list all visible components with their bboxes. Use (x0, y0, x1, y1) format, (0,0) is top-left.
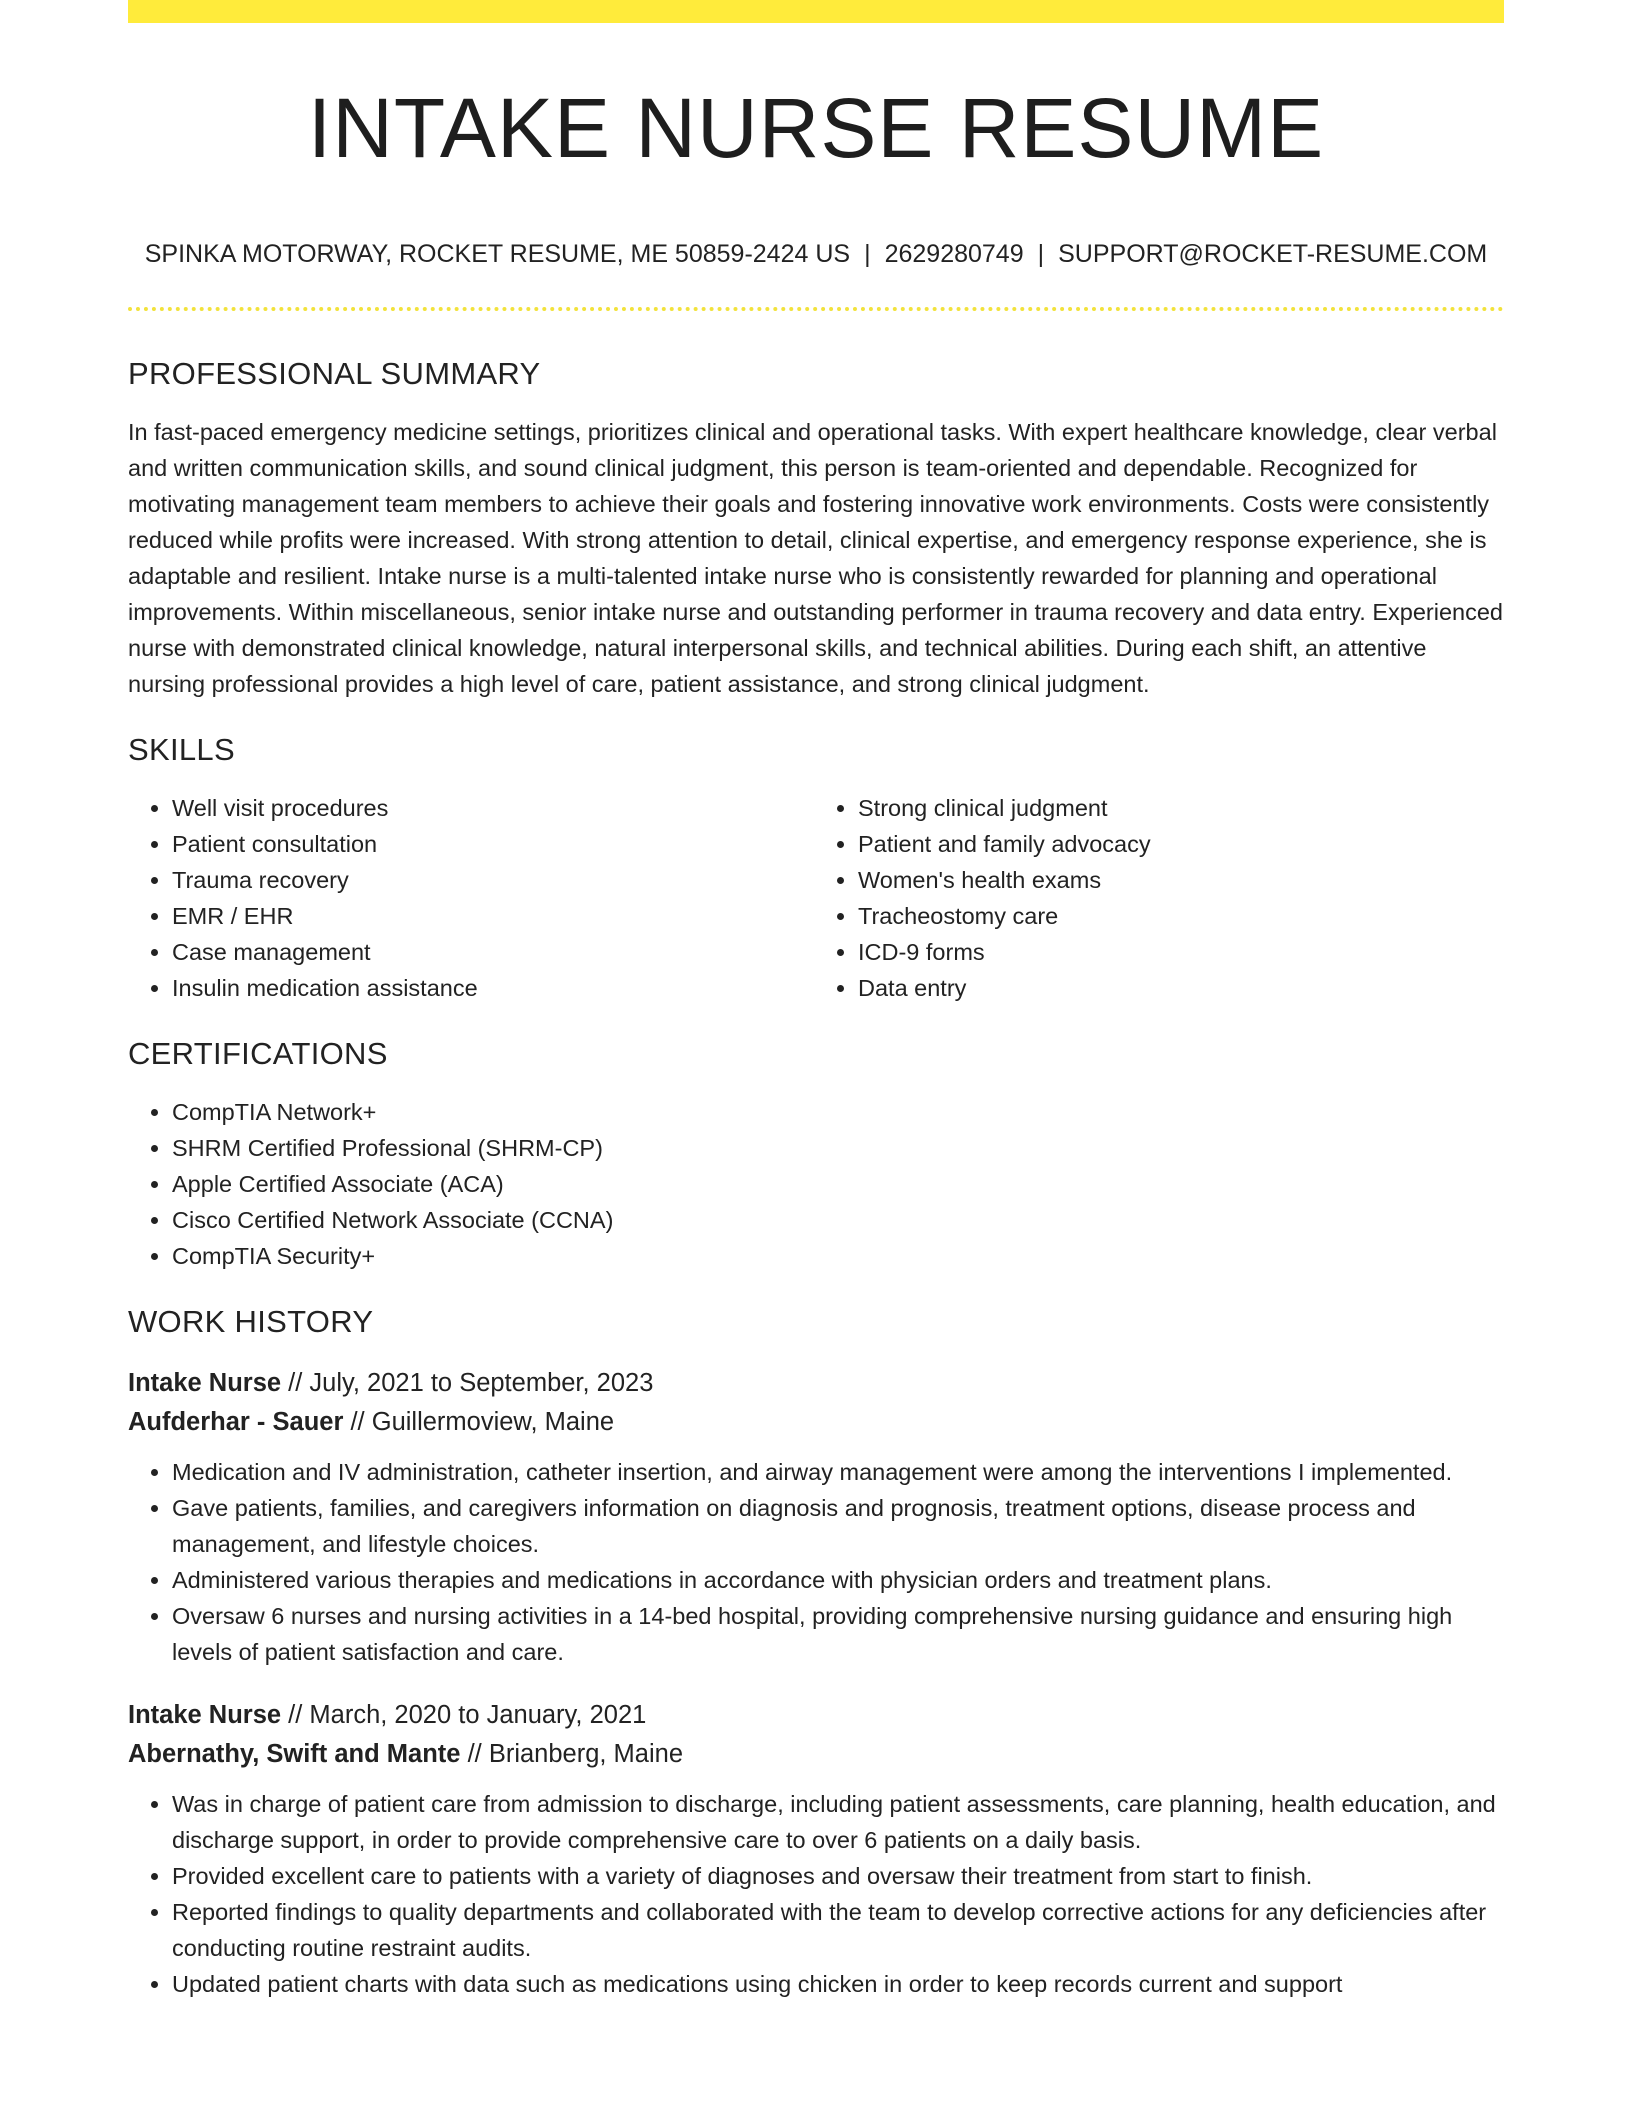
certification-item: • SHRM Certified Professional (SHRM-CP) (172, 1130, 1504, 1166)
job-title-line (128, 1696, 1504, 1735)
job-company: Aufderhar - Sauer (128, 1408, 344, 1436)
job-company: Abernathy, Swift and Mante (128, 1740, 461, 1768)
skill-item: • Patient consultation (172, 826, 816, 862)
skills-list-right (814, 790, 1502, 1006)
skill-item: • Women's health exams (858, 862, 1502, 898)
skill-item: • Tracheostomy care (858, 898, 1502, 934)
job-bullet: • Oversaw 6 nurses and nursing activities in a 14-bed hospital, providing comprehensive nursing guidance and ensuring high levels of patient satisfaction and care. (172, 1598, 1504, 1670)
skill-item: • Trauma recovery (172, 862, 816, 898)
contact-line (128, 236, 1504, 272)
certifications-section (128, 1032, 1504, 1274)
job-dates: // March, 2020 to January, 2021 (281, 1701, 647, 1729)
skill-item: • Patient and family advocacy (858, 826, 1502, 862)
certifications-heading: CERTIFICATIONS (128, 1036, 388, 1071)
dotted-divider (128, 307, 1504, 311)
job-bullet: • Gave patients, families, and caregivers information on diagnosis and prognosis, treatment options, disease process and management, and lifestyle choices. (172, 1490, 1504, 1562)
resume-title: INTAKE NURSE RESUME (307, 81, 1325, 175)
skill-item: • Well visit procedures (172, 790, 816, 826)
contact-phone: 2629280749 (884, 240, 1024, 268)
job-bullets (128, 1454, 1504, 1670)
job-entry (128, 1696, 1504, 2002)
skill-item: • ICD-9 forms (858, 934, 1502, 970)
job-bullet: • Provided excellent care to patients with a variety of diagnoses and oversaw their treatment from start to finish. (172, 1858, 1504, 1894)
summary-section (128, 352, 1504, 702)
certification-item: • Cisco Certified Network Associate (CCNA) (172, 1202, 1504, 1238)
job-title-line (128, 1364, 1504, 1403)
job-company-line (128, 1735, 1504, 1774)
contact-separator: | (864, 240, 871, 268)
certifications-list (128, 1094, 1504, 1274)
job-location: // Guillermoview, Maine (343, 1408, 615, 1436)
job-bullet: • Reported findings to quality departments and collaborated with the team to develop corrective actions for any deficiencies after conducting routine restraint audits. (172, 1894, 1504, 1966)
skills-heading: SKILLS (128, 732, 235, 767)
job-role: Intake Nurse (128, 1701, 282, 1729)
job-bullet: • Updated patient charts with data such as medications using chicken in order to keep records current and support (172, 1966, 1504, 2002)
skill-item: • Insulin medication assistance (172, 970, 816, 1006)
certification-item: • Apple Certified Associate (ACA) (172, 1166, 1504, 1202)
job-entry (128, 1364, 1504, 1670)
certification-item: • CompTIA Network+ (172, 1094, 1504, 1130)
contact-email: SUPPORT@ROCKET-RESUME.COM (1058, 240, 1488, 268)
resume-content (128, 352, 1504, 2002)
skills-columns (128, 772, 1504, 1006)
work-history-heading: WORK HISTORY (128, 1304, 374, 1339)
job-company-line (128, 1403, 1504, 1442)
skill-item: • Data entry (858, 970, 1502, 1006)
job-bullet: • Administered various therapies and medications in accordance with physician orders and treatment plans. (172, 1562, 1504, 1598)
skill-item: • EMR / EHR (172, 898, 816, 934)
contact-address: SPINKA MOTORWAY, ROCKET RESUME, ME 50859-2424 US (144, 240, 851, 268)
top-accent-bar (128, 0, 1504, 23)
work-history-section (128, 1300, 1504, 2002)
summary-text: In fast-paced emergency medicine settings, prioritizes clinical and operational tasks. With expert healthcare knowledge, clear verbal and written communication skills, and sound clinical judgment, this person is team-oriented and dependable. Recognized for motivating management team members to achieve their goals and fostering innovative work environments. Costs were consistently reduced while profits were increased. With strong attention to detail, clinical expertise, and emergency response experience, she is adaptable and resilient. Intake nurse is a multi-talented intake nurse who is consistently rewarded for planning and operational improvements. Within miscellaneous, senior intake nurse and outstanding performer in trauma recovery and data entry. Experienced nurse with demonstrated clinical knowledge, natural interpersonal skills, and technical abilities. During each shift, an attentive nursing professional provides a high level of care, patient assistance, and strong clinical judgment. (128, 419, 1504, 697)
summary-heading: PROFESSIONAL SUMMARY (128, 356, 541, 391)
job-dates: // July, 2021 to September, 2023 (281, 1369, 654, 1397)
job-bullets (128, 1786, 1504, 2002)
skills-list-left (128, 790, 816, 1006)
job-bullet: • Was in charge of patient care from admission to discharge, including patient assessments, care planning, health education, and discharge support, in order to provide comprehensive care to over 6 patients on a daily basis. (172, 1786, 1504, 1858)
contact-separator: | (1037, 240, 1045, 268)
job-location: // Brianberg, Maine (460, 1740, 684, 1768)
skill-item: • Case management (172, 934, 816, 970)
certification-item: • CompTIA Security+ (172, 1238, 1504, 1274)
skills-section (128, 728, 1504, 1006)
skill-item: • Strong clinical judgment (858, 790, 1502, 826)
job-role: Intake Nurse (128, 1369, 282, 1397)
job-bullet: • Medication and IV administration, catheter insertion, and airway management were among the interventions I implemented. (172, 1454, 1504, 1490)
